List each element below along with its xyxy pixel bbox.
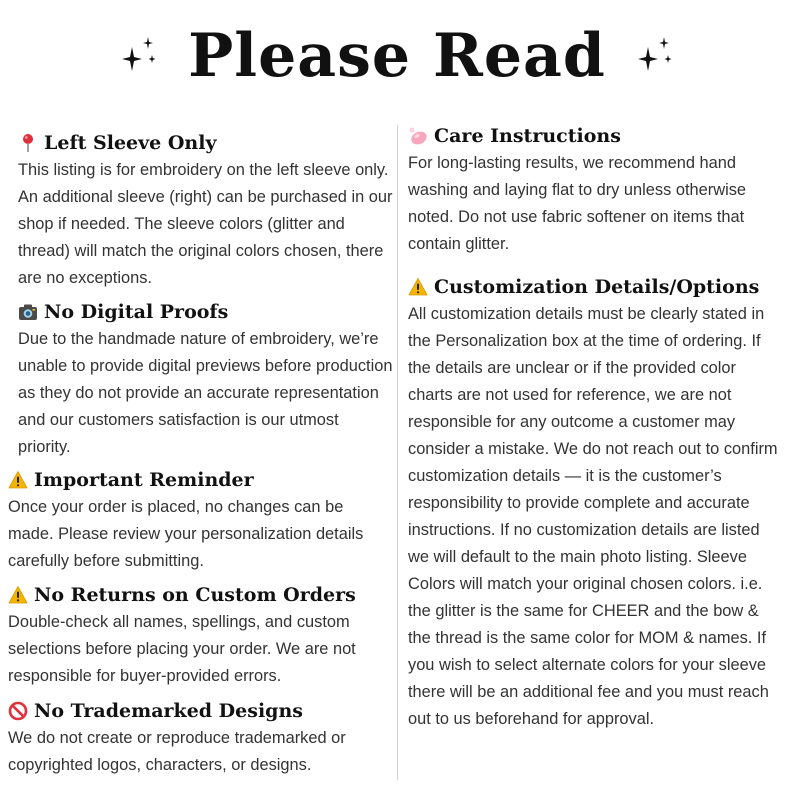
section-no-trademarked-designs (8, 698, 393, 779)
section-heading: No Returns on Custom Orders (8, 582, 393, 608)
section-left-sleeve-only (18, 130, 393, 292)
section-care-instructions (408, 123, 783, 258)
section-heading: Care Instructions (408, 123, 783, 149)
section-customization-details (408, 274, 783, 733)
section-heading: No Trademarked Designs (8, 698, 393, 724)
section-body: Double-check all names, spellings, and custom selections before placing your order. We are not responsible for buyer-provided errors. (8, 613, 356, 685)
pin-icon (18, 133, 38, 153)
section-no-digital-proofs (18, 299, 393, 461)
section-body: For long-lasting results, we recommend hand washing and laying flat to dry unless otherwise noted. Do not use fabric softener on items that contain glitter. (408, 154, 747, 253)
title-row (0, 18, 794, 94)
section-body: Due to the handmade nature of embroidery, we’re unable to provide digital previews before production as they do not provide an accurate representation and our customers satisfaction is our utmost priority. (18, 330, 393, 456)
section-body: This listing is for embroidery on the left sleeve only. An additional sleeve (right) can be purchased in our shop if needed. The sleeve colors (glitter and thread) will match the original colors chosen, there are no exceptions. (18, 161, 393, 287)
section-body: All customization details must be clearly stated in the Personalization box at the time of ordering. If the details are unclear or if the provided color charts are not used for reference, we are not responsible for any outcome a customer may consider a mistake. We do not reach out to confirm customization details — it is the customer’s responsibility to provide complete and accurate instructions. If no customization details are listed we will default to the main photo listing. Sleeve Colors will match your original chosen colors. i.e. the glitter is the same for CHEER and the bow & the thread is the same color for MOM & names. If you wish to select alternate colors for your sleeve there will be an additional fee and you must reach out to us beforehand for approval. (408, 305, 778, 728)
section-important-reminder (8, 467, 393, 575)
sparkle-icon (632, 33, 678, 79)
section-heading: Left Sleeve Only (18, 130, 393, 156)
page-title: Please Read (188, 21, 606, 91)
warning-icon (8, 470, 28, 490)
section-heading: Important Reminder (8, 467, 393, 493)
section-body: Once your order is placed, no changes can be made. Please review your personalization details carefully before submitting. (8, 498, 364, 570)
section-body: We do not create or reproduce trademarked or copyrighted logos, characters, or designs. (8, 729, 346, 774)
section-heading: Customization Details/Options (408, 274, 783, 300)
prohibited-icon (8, 701, 28, 721)
section-heading: No Digital Proofs (18, 299, 393, 325)
section-no-returns (8, 582, 393, 690)
sparkle-icon (116, 33, 162, 79)
warning-icon (8, 585, 28, 605)
camera-icon (18, 302, 38, 322)
warning-icon (408, 277, 428, 297)
column-divider (397, 125, 398, 780)
soap-icon (408, 126, 428, 146)
